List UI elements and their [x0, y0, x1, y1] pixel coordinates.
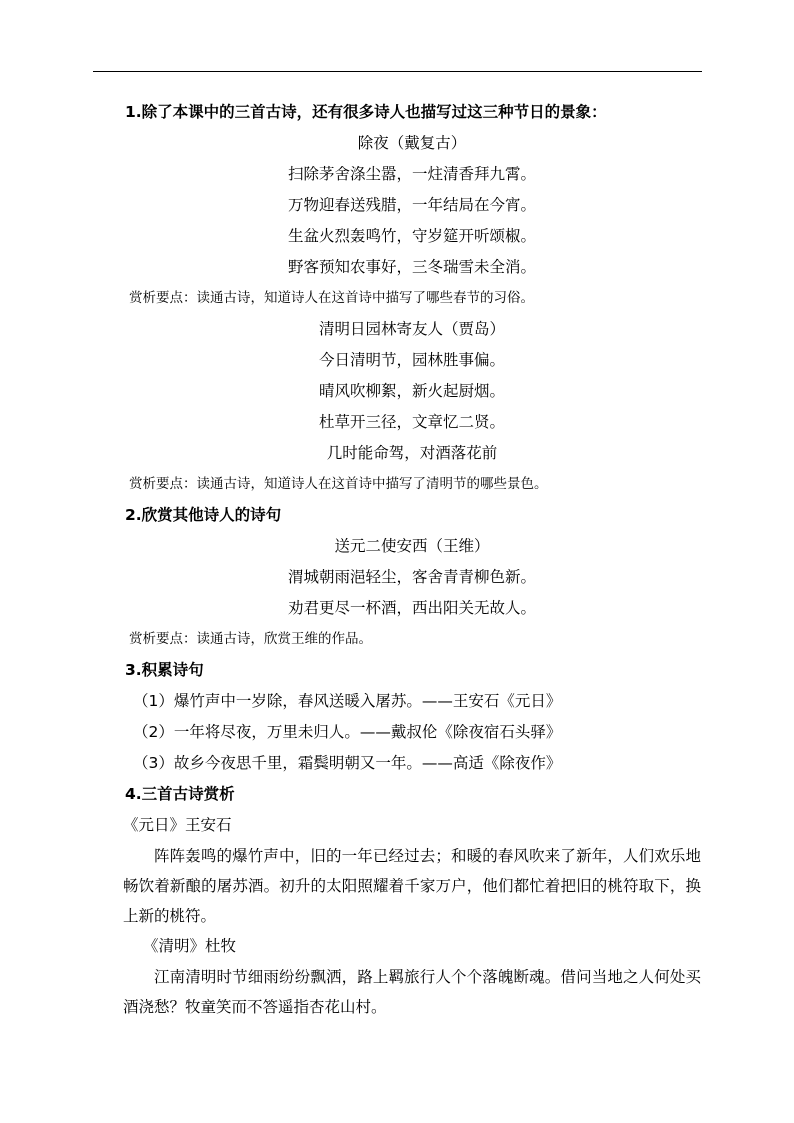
- poem-line: 万物迎春送残腊，一年结局在今宵。: [287, 196, 536, 214]
- analysis-title: 《清明》杜牧: [143, 937, 237, 955]
- header-rule: [93, 71, 702, 72]
- poem-line: 几时能命驾，对酒落花前: [326, 444, 498, 462]
- section1-heading: 1.除了本课中的三首古诗，还有很多诗人也描写过这三种节日的景象：: [125, 103, 607, 121]
- poem-line: 晴风吹柳絮，新火起厨烟。: [318, 382, 505, 400]
- document-body: [123, 97, 701, 1022]
- poem-line: 野客预知农事好，三冬瑞雪未全消。: [287, 258, 536, 276]
- verse-item: （2）一年将尽夜，万里未归人。——戴叔伦《除夜宿石头驿》: [133, 723, 562, 741]
- verse-list: [123, 686, 701, 779]
- verse-item: （1）爆竹声中一岁除，春风送暖入屠苏。——王安石《元日》: [133, 692, 562, 710]
- verse-item: （3）故乡今夜思千里，霜鬓明朝又一年。——高适《除夜作》: [133, 754, 562, 772]
- poem-chuye: [123, 128, 701, 283]
- poem-title: 送元二使安西（王维）: [334, 537, 490, 555]
- appreciation-note: 赏析要点：读通古诗，欣赏王维的作品。: [129, 631, 372, 647]
- appreciation-note: 赏析要点：读通古诗，知道诗人在这首诗中描写了清明节的哪些景色。: [129, 476, 548, 492]
- poem-line: 今日清明节，园林胜事偏。: [318, 351, 505, 369]
- appreciation-note: 赏析要点：读通古诗，知道诗人在这首诗中描写了哪些春节的习俗。: [129, 290, 534, 306]
- analysis-paragraph: 阵阵轰鸣的爆竹声中，旧的一年已经过去；和暖的春风吹来了新年，人们欢乐地畅饮着新酿的屠苏酒。初升的太阳照耀着千家万户，他们都忙着把旧的桃符取下，换上新的桃符。: [123, 847, 701, 925]
- poem-title: 清明日园林寄友人（贾岛）: [318, 320, 505, 338]
- poem-line: 生盆火烈轰鸣竹，守岁筵开听颂椒。: [287, 227, 536, 245]
- section4-heading: 4.三首古诗赏析: [125, 785, 235, 803]
- poem-qingmingri: [123, 314, 701, 469]
- section2-heading: 2.欣赏其他诗人的诗句: [125, 506, 282, 524]
- analysis-title: 《元日》王安石: [123, 816, 232, 834]
- poem-line: 扫除茅舍涤尘嚣，一炷清香拜九霄。: [287, 165, 536, 183]
- poem-songyuaner: [123, 531, 701, 624]
- poem-line: 杜草开三径，文章忆二贤。: [318, 413, 505, 431]
- analysis-paragraph: 江南清明时节细雨纷纷飘洒，路上羁旅行人个个落魄断魂。借问当地之人何处买酒浇愁？牧童笑而不答遥指杏花山村。: [123, 968, 701, 1016]
- section3-heading: 3.积累诗句: [125, 661, 204, 679]
- poem-title: 除夜（戴复古）: [357, 134, 467, 152]
- poem-line: 渭城朝雨浥轻尘，客舍青青柳色新。: [287, 568, 536, 586]
- poem-line: 劝君更尽一杯酒，西出阳关无故人。: [287, 599, 536, 617]
